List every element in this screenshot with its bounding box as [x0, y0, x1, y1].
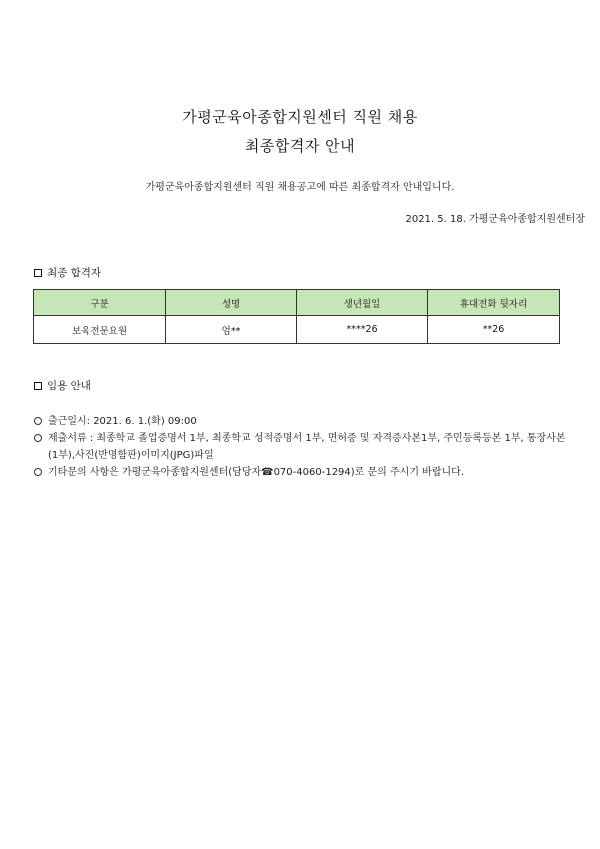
circle-bullet-icon — [34, 417, 42, 425]
cell-name: 엄** — [166, 316, 297, 344]
list-item — [34, 464, 574, 481]
date-signature-line: 2021. 5. 18. 가평군육아종합지원센터장 — [405, 214, 585, 225]
column-header-birthdate: 생년월일 — [297, 290, 428, 316]
appointment-notes-list — [34, 413, 574, 481]
list-item — [34, 430, 574, 464]
document-title-line1: 가평군육아종합지원센터 직원 채용 — [182, 108, 418, 126]
table-row — [34, 316, 560, 344]
column-header-phone: 휴대전화 뒷자리 — [428, 290, 560, 316]
section-heading-final — [34, 265, 101, 280]
square-bullet-icon — [34, 269, 42, 277]
column-header-name: 성명 — [166, 290, 297, 316]
circle-bullet-icon — [34, 434, 42, 442]
cell-birthdate: ****26 — [297, 316, 428, 344]
document-title-line2: 최종합격자 안내 — [244, 137, 356, 155]
intro-text: 가평군육아종합지원센터 직원 채용공고에 따른 최종합격자 안내입니다. — [145, 182, 455, 193]
cell-phone: **26 — [428, 316, 560, 344]
circle-bullet-icon — [34, 468, 42, 476]
final-result-table — [33, 289, 560, 344]
section-heading-label: 최종 합격자 — [47, 267, 102, 279]
square-bullet-icon — [34, 382, 42, 390]
cell-category: 보육전문요원 — [34, 316, 166, 344]
note-text-documents: 제출서류 : 최종학교 졸업증명서 1부, 최종학교 성적증명서 1부, 면허증 및 자격증사본1부, 주민등록등본 1부, 통장사본(1부),사진(반명함판)이미지(JPG)파일 — [48, 433, 566, 461]
note-text-inquiry: 기타문의 사항은 가평군육아종합지원센터(담당자☎070-4060-1294)로 문의 주시기 바랍니다. — [48, 467, 464, 478]
list-item — [34, 413, 574, 430]
section-heading-appointment — [34, 378, 91, 393]
column-header-category: 구분 — [34, 290, 166, 316]
section-heading-label: 임용 안내 — [47, 380, 91, 392]
table-header-row — [34, 290, 560, 316]
note-text-start-date: 출근일시: 2021. 6. 1.(화) 09:00 — [48, 416, 197, 427]
